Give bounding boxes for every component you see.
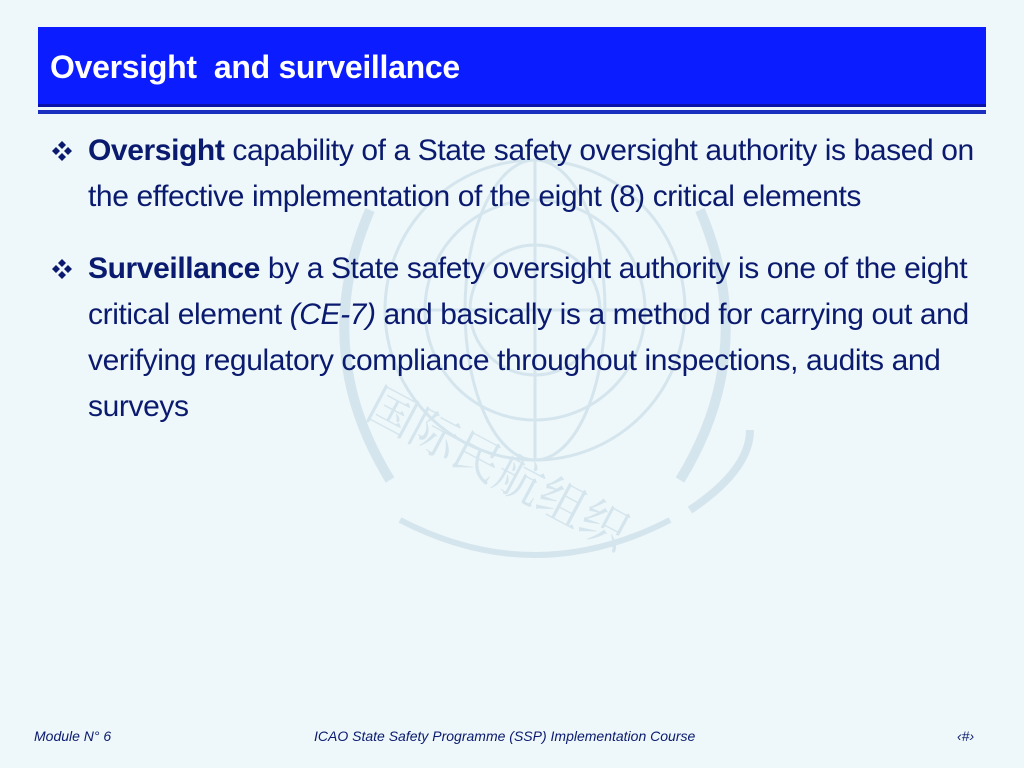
footer-module: Module N° 6 [34,728,112,744]
bullet-oversight [48,128,978,220]
watermark-text: 国际民航组织 [357,377,639,562]
diamond-bullet-icon [48,258,84,280]
bullet-surveillance [48,246,978,430]
bullet-text-continued: and basically is a method for carrying out and verifying regulatory compliance throughout inspections, audits and surveys [88,298,969,423]
slide-title-bar [38,27,986,107]
title-underline [38,110,986,114]
bullet-text: capability of a State safety oversight authority is based on the effective implementation of the eight (8) critical elements [88,134,974,213]
footer-page-number: ‹#› [957,728,975,744]
diamond-bullet-icon [48,140,84,162]
bullet-bold-term: Surveillance [88,252,260,285]
bullet-list [48,128,978,456]
footer-course: ICAO State Safety Programme (SSP) Implementation Course [314,728,696,744]
bullet-italic-ref: (CE-7) [289,298,376,331]
bullet-text: by a State safety oversight authority is one of the eight critical element [88,252,968,331]
bullet-bold-term: Oversight [88,134,225,167]
slide-title: Oversight and surveillance [50,49,460,85]
